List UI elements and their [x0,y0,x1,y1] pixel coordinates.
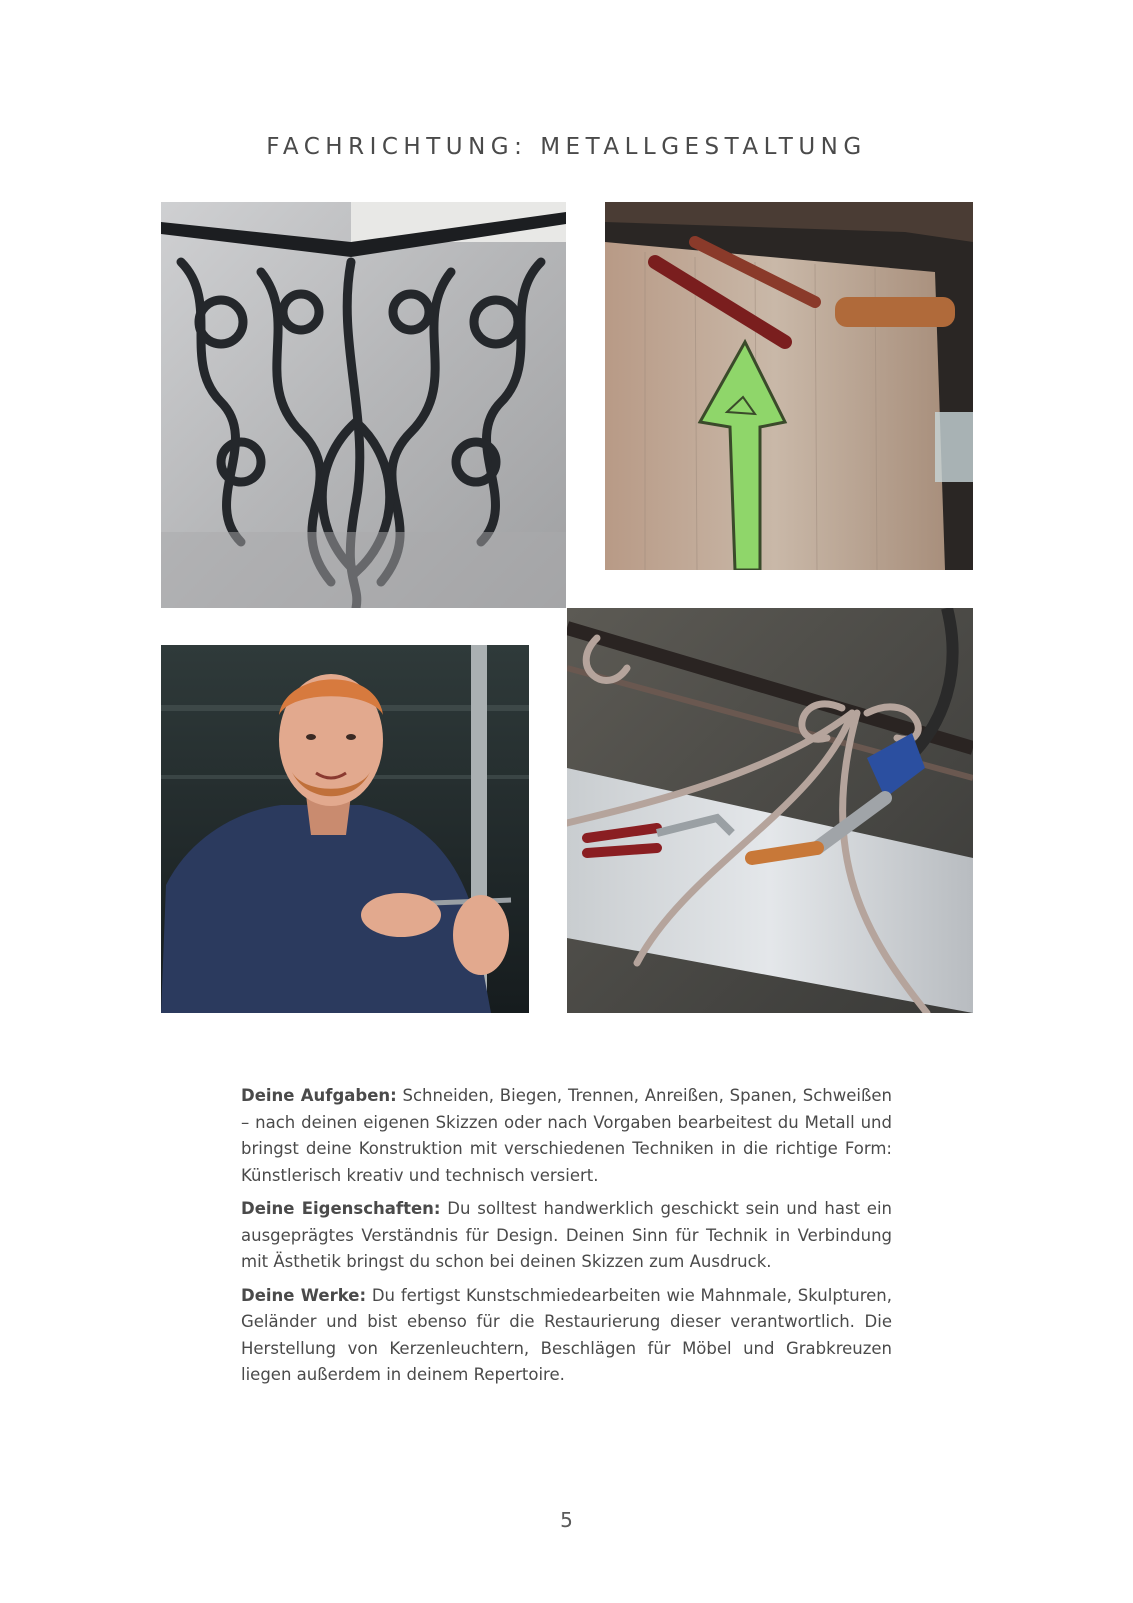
railing-photo [161,202,566,608]
section-body: Du fertigst Kunstschmiedearbeiten wie Mahnmale, Skulpturen, Geländer und bist ebenso für die Restaurierung dieser verantwortlich. Die Herstellung von Kerzenleuchtern, Beschlägen für Möbel und Grabkreuzen liegen außerdem in deinem Repertoire. [241,1285,892,1384]
apprentice-photo [161,645,529,1013]
description-text [241,1083,892,1396]
section-body: Schneiden, Biegen, Trennen, Anreißen, Spanen, Schweißen – nach deinen eigenen Skizzen oder nach Vorgaben bearbeitest du Metall und bringst deine Konstruktion mit verschiedenen Techniken in die richtige Form: Künstlerisch kreativ und technisch versiert. [241,1086,892,1185]
page-number: 5 [560,1508,573,1532]
section-label: Deine Werke: [241,1285,367,1305]
section-label: Deine Aufgaben: [241,1086,397,1105]
sketch-photo [605,202,973,570]
section-tasks [241,1083,892,1189]
section-qualities [241,1196,892,1276]
section-works [241,1283,892,1389]
section-body: Du solltest handwerklich geschickt sein und hast ein ausgeprägtes Verständnis für Design. Deinen Sinn für Technik in Verbindung mit Ästhetik bringst du schon bei deinen Skizzen zum Ausdruck. [241,1199,892,1271]
section-label: Deine Eigenschaften: [241,1199,441,1218]
welding-photo [567,608,973,1013]
page-title: FACHRICHTUNG: METALLGESTALTUNG [266,134,867,160]
